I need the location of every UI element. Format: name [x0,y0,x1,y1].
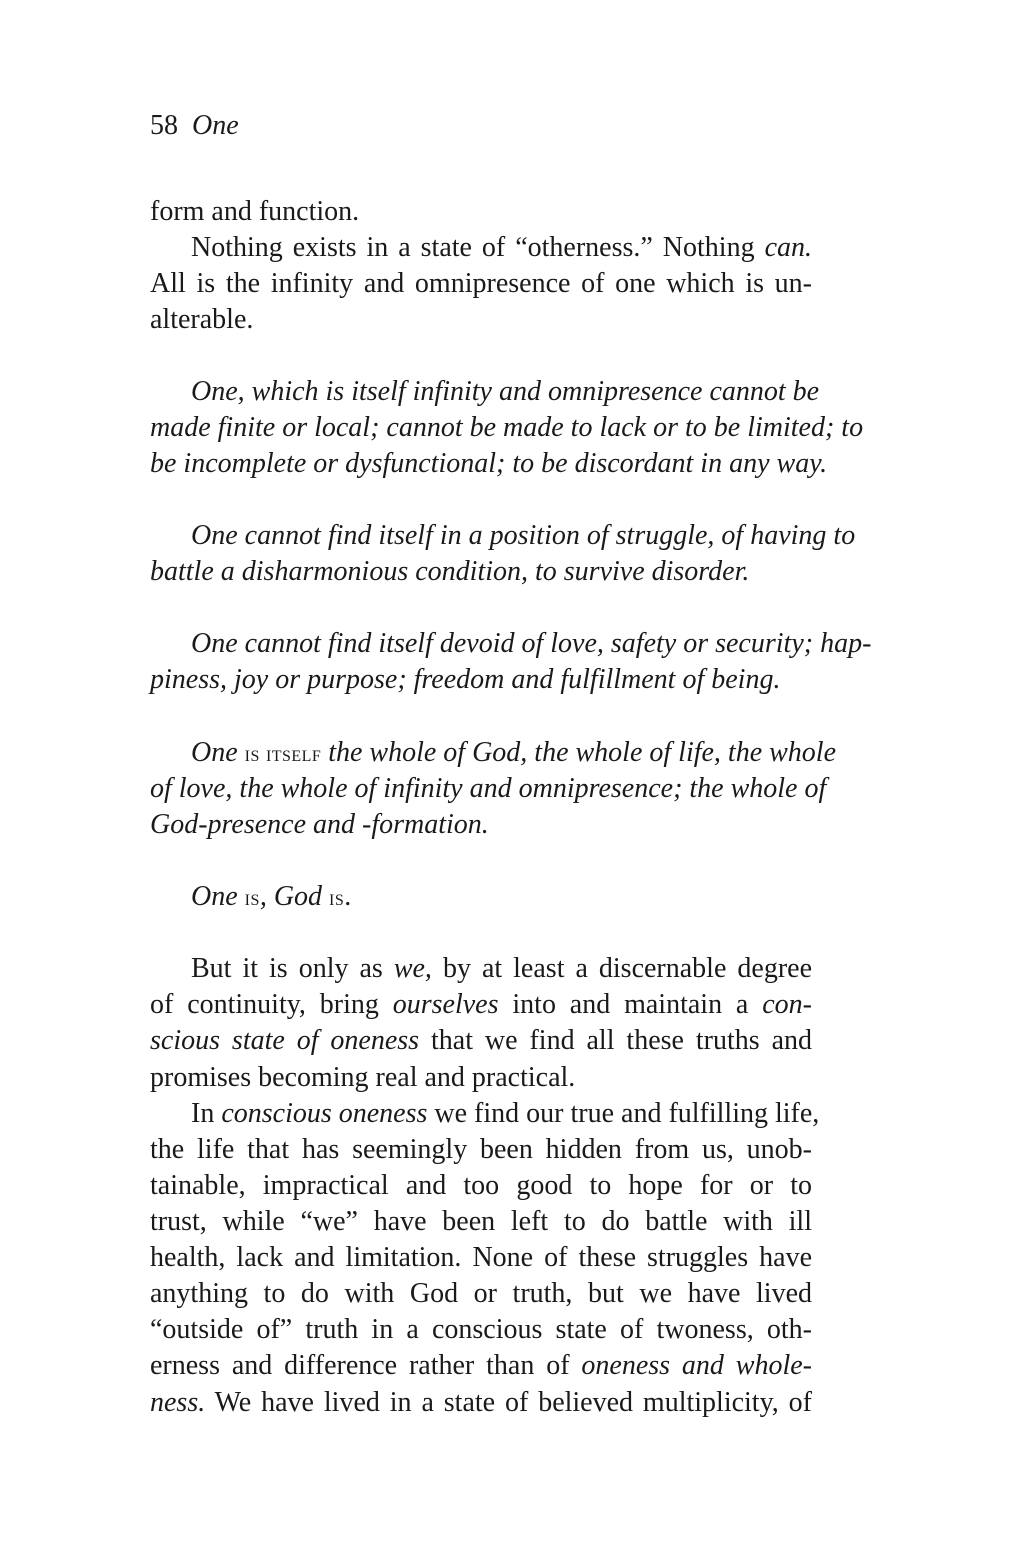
text-span: of continuity, bring [150,989,393,1020]
text-span: , God [259,881,330,912]
text-line [150,1276,812,1312]
text-line [150,1348,812,1384]
small-caps-span: is [329,885,345,910]
text-span: trust, while “we” have been left to do battle with ill [150,1206,812,1237]
text-span: But it is only as [191,953,394,984]
text-span: battle a disharmonious condition, to survive disorder. [150,556,750,587]
text-span: the life that has seemingly been hidden from us, unob- [150,1134,812,1165]
text-span: promises becoming real and practical. [150,1062,576,1093]
text-span: God-presence and -formation. [150,809,489,840]
text-line [150,1385,812,1421]
text-line [150,1060,812,1096]
text-line [150,1240,812,1276]
text-span: form and function. [150,196,360,227]
text-span: that we find all these truths and [419,1025,812,1056]
small-caps-span: is [244,885,260,910]
text-span: of love, the whole of infinity and omnipresence; the whole of [150,773,827,804]
text-line [191,230,812,266]
emphasis-span: scious state of oneness [150,1025,420,1056]
quote-line [150,446,828,482]
text-span: health, lack and limitation. None of these struggles have [150,1242,812,1273]
text-span: One cannot find itself devoid of love, safety or security; hap- [191,628,872,659]
text-span: the whole of God, the whole of life, the whole [321,737,837,768]
quote-line [191,735,837,772]
text-line [150,1204,812,1240]
text-span: One, which is itself infinity and omnipresence cannot be [191,376,820,407]
text-span: into and maintain a [498,989,763,1020]
page-number: 58 [150,110,178,141]
text-line [150,302,812,338]
running-title: One [192,110,239,141]
quote-line [191,879,812,916]
text-line [150,194,812,230]
emphasis-span: we, [393,953,432,984]
quote-line [150,662,812,698]
text-span: alterable. [150,304,254,335]
text-line [150,1168,812,1204]
text-span: In [191,1098,222,1129]
emphasis-span: can. [764,232,812,263]
text-span: “outside of” truth in a conscious state of twoness, oth- [150,1314,812,1345]
emphasis-span: conscious oneness [221,1098,428,1129]
text-span: . [344,881,352,912]
text-span: One [191,737,245,768]
quote-line [191,374,820,410]
text-line [191,1096,820,1132]
quote-line [150,410,864,446]
small-caps-span: is itself [244,741,322,766]
emphasis-span: oneness and whole- [581,1350,813,1381]
text-line [191,951,812,987]
text-span: One [191,881,245,912]
text-span: we find our true and fulfilling life, [427,1098,820,1129]
text-span: All is the infinity and omnipresence of one which is un- [150,268,812,299]
emphasis-span: ness. [150,1387,206,1418]
quote-line [150,771,827,807]
text-span: by at least a discernable degree [431,953,813,984]
text-line [150,987,812,1023]
emphasis-span: ourselves [392,989,499,1020]
text-line [150,266,812,302]
quote-line [150,807,812,843]
text-line [150,1312,812,1348]
text-span: piness, joy or purpose; freedom and fulfillment of being. [150,664,781,695]
text-line [150,1023,812,1059]
text-span: We have lived in a state of believed multiplicity, of [205,1387,812,1418]
text-span: made finite or local; cannot be made to lack or to be limited; to [150,412,864,443]
text-span: anything to do with God or truth, but we have lived [150,1278,812,1309]
text-span: erness and difference rather than of [150,1350,582,1381]
text-span: Nothing exists in a state of “otherness.” Nothing [191,232,765,263]
text-span: tainable, impractical and too good to hope for or to [150,1170,812,1201]
text-line [150,1132,812,1168]
running-head [150,108,239,144]
quote-line [191,518,856,554]
text-span: One cannot find itself in a position of struggle, of having to [191,520,856,551]
quote-line [191,626,872,662]
quote-line [150,554,812,590]
emphasis-span: con- [762,989,812,1020]
text-span: be incomplete or dysfunctional; to be discordant in any way. [150,448,828,479]
